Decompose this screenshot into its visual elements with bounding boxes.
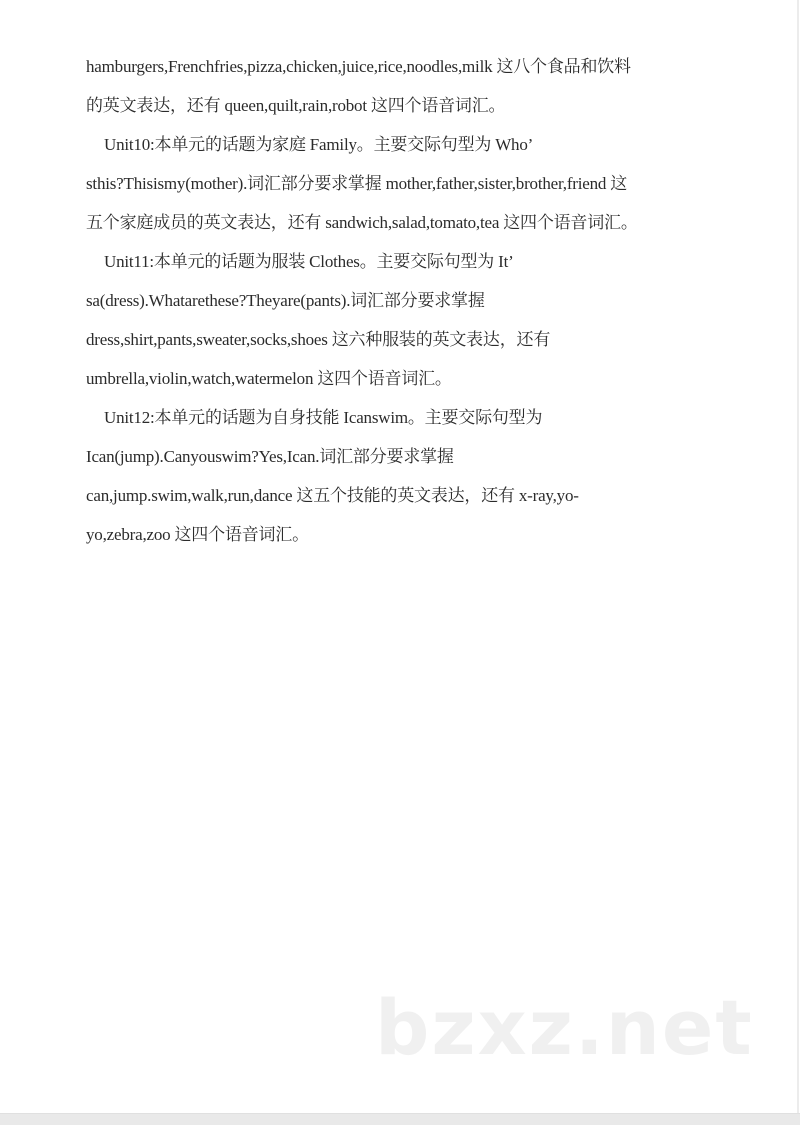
text-line: Ican(jump).Canyouswim?Yes,Ican.词汇部分要求掌握 bbox=[86, 447, 454, 466]
next-page-edge bbox=[0, 1125, 800, 1134]
unit10-heading-line: Unit10:本单元的话题为家庭 Family。主要交际句型为 Who’ bbox=[104, 135, 534, 154]
text-line: hamburgers,Frenchfries,pizza,chicken,juice,rice,noodles,milk 这八个食品和饮料 bbox=[86, 57, 631, 76]
unit11-heading-line: Unit11:本单元的话题为服装 Clothes。主要交际句型为 It’ bbox=[104, 252, 514, 271]
text-line: 的英文表达，还有 queen,quilt,rain,robot 这四个语音词汇。 bbox=[86, 96, 506, 115]
text-line: sthis?Thisismy(mother).词汇部分要求掌握 mother,father,sister,brother,friend 这 bbox=[86, 174, 628, 193]
unit12-heading-line: Unit12:本单元的话题为自身技能 Icanswim。主要交际句型为 bbox=[104, 408, 543, 427]
text-line: umbrella,violin,watch,watermelon 这四个语音词汇。 bbox=[86, 369, 452, 388]
document-body bbox=[86, 52, 726, 559]
text-line: can,jump.swim,walk,run,dance 这五个技能的英文表达，还有 x-ray,yo- bbox=[86, 486, 579, 505]
text-line: dress,shirt,pants,sweater,socks,shoes 这六种服装的英文表达，还有 bbox=[86, 330, 551, 349]
text-line: sa(dress).Whatarethese?Theyare(pants).词汇部分要求掌握 bbox=[86, 291, 485, 310]
watermark: bzxz.net bbox=[375, 983, 754, 1072]
text-line: 五个家庭成员的英文表达，还有 sandwich,salad,tomato,tea 这四个语音词汇。 bbox=[86, 213, 638, 232]
text-line: yo,zebra,zoo 这四个语音词汇。 bbox=[86, 525, 309, 544]
